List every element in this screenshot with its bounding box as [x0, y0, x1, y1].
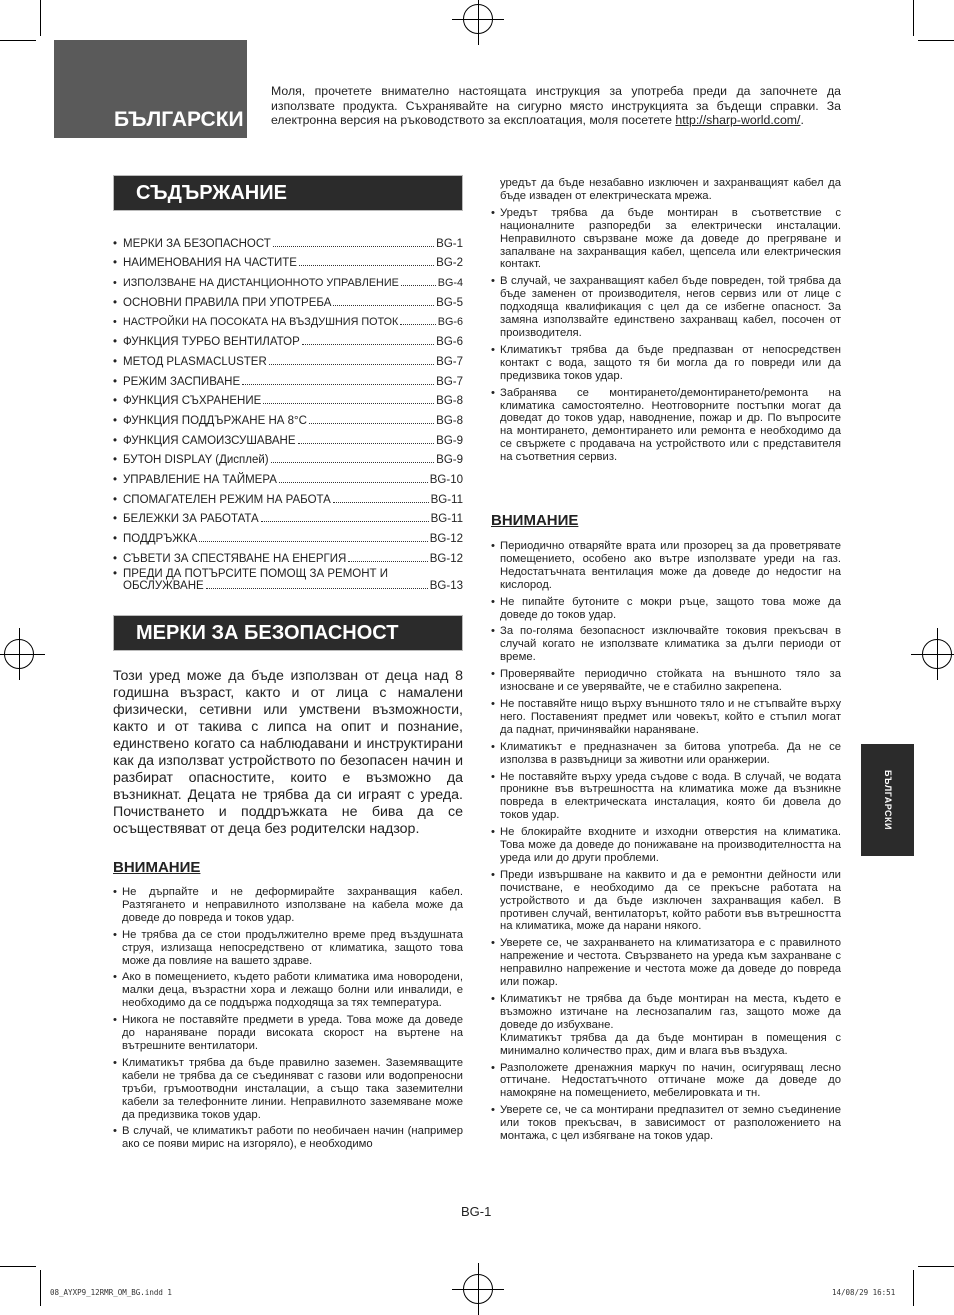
toc-item[interactable]: • ФУНКЦИЯ ПОДДЪРЖАНЕ НА 8°C BG-8	[113, 414, 463, 427]
list-item: • Климатикът трябва да бъде правилно заземен. Заземяващите кабели не трябва да се съединяват с газови или водопреносни тръби, гръмоотводни инсталации, а също така заземителни кабели за телефонните линии. Неправилното заземяване може да предизвика токов удар.	[113, 1057, 463, 1122]
toc-item[interactable]: • ФУНКЦИЯ САМОИЗСУШАВАНЕ BG-9	[113, 434, 463, 447]
toc-item[interactable]: • РЕЖИМ ЗАСПИВАНЕ BG-7	[113, 375, 463, 388]
list-item: • Не дърпайте и не деформирайте захранващия кабел. Разтягането и неправилното използване на кабела може да доведе до повреда и токов удар.	[113, 886, 463, 925]
list-item: • Климатикът трябва да бъде предпазван от непосредствен контакт с вода, защото тя би могла да го повреди или да предизвика токов удар.	[491, 344, 841, 383]
crop-mark	[40, 0, 41, 36]
intro-end: .	[800, 113, 804, 128]
registration-mark	[463, 1274, 493, 1304]
list-item: уредът да бъде незабавно изключен и захранващият кабел да бъде изваден от електрическата мрежа.	[500, 177, 841, 202]
registration-mark	[922, 639, 952, 669]
registration-mark	[463, 4, 493, 34]
toc-item[interactable]: • УПРАВЛЕНИЕ НА ТАЙМЕРА BG-10	[113, 473, 463, 486]
list-item: • Не пипайте бутоните с мокри ръце, защото това може да доведе до токов удар.	[491, 596, 841, 622]
language-title: БЪЛГАРСКИ	[114, 108, 244, 131]
list-item: • Никога не поставяйте предмети в уреда. Това може да доведе до нараняване поради високата скорост на въртене на вътрешните вентилатори.	[113, 1014, 463, 1053]
safety-heading: МЕРКИ ЗА БЕЗОПАСНОСТ	[113, 615, 463, 651]
side-tab-label: БЪЛГАРСКИ	[882, 769, 893, 831]
toc-item[interactable]: • ПРЕДИ ДА ПОТЪРСИТЕ ПОМОЩ ЗА РЕМОНТ И ОБСЛУЖВАНЕ BG-13	[113, 567, 463, 592]
list-item: • За по-голяма безопасност изключвайте токовия прекъсвач в случай когато не използвате климатика за дълги периоди от време.	[491, 625, 841, 664]
list-item: Климатикът трябва да да бъде монтиран в помещения с минимално количество прах, дим и влага във въздуха.	[500, 1031, 841, 1057]
list-item: • Уверете се, че захранването на климатизатора е с правилното напрежение и честота. Свързването на уреда към захранване с неправилно напрежение и честота може да доведе до повреда или пожар.	[491, 937, 841, 989]
page-number: BG-1	[461, 1204, 492, 1219]
caution-heading: ВНИМАНИЕ	[491, 512, 579, 529]
crop-mark	[0, 40, 36, 41]
toc-item[interactable]: • БЕЛЕЖКИ ЗА РАБОТАТА BG-11	[113, 513, 463, 526]
toc-item[interactable]: • СПОМАГАТЕЛЕН РЕЖИМ НА РАБОТА BG-11	[113, 493, 463, 506]
toc-item[interactable]: • НАИМЕНОВАНИЯ НА ЧАСТИТЕ BG-2	[113, 257, 463, 270]
toc-item[interactable]: • ИЗПОЛЗВАНЕ НА ДИСТАНЦИОННОТО УПРАВЛЕНИЕ BG-4	[113, 277, 463, 290]
warning-heading: ВНИМАНИЕ	[113, 859, 201, 876]
toc-item[interactable]: • ФУНКЦИЯ ТУРБО ВЕНТИЛАТОР BG-6	[113, 336, 463, 349]
list-item: • В случай, че климатикът работи по необичаен начин (например ако се появи мирис на изгоряло), е необходимо	[113, 1125, 463, 1151]
warning-list-left	[113, 886, 463, 1155]
sharp-world-link[interactable]: http://sharp-world.com/	[675, 113, 801, 128]
footer-date: 14/08/29 16:51	[832, 1288, 896, 1297]
registration-mark	[4, 639, 34, 669]
caution-list	[491, 540, 841, 1147]
crop-mark	[918, 40, 954, 41]
language-side-tab	[861, 744, 914, 856]
toc-item[interactable]: • НАСТРОЙКИ НА ПОСОКАТА НА ВЪЗДУШНИЯ ПОТОК BG-6	[113, 316, 463, 329]
intro-paragraph	[271, 84, 841, 128]
table-of-contents	[113, 230, 463, 592]
crop-mark	[913, 1270, 914, 1306]
list-item: • Климатикът не трябва да бъде монтиран на места, където е възможно изтичане на леснозапалим газ, защото може да доведе до избухване.	[491, 993, 841, 1032]
list-item: • Не трябва да се стои продължително време пред въздушната струя, излизаща непосредствено от климатика, защото това може да повлияе на вашето здраве.	[113, 929, 463, 968]
toc-item[interactable]: • БУТОН DISPLAY (Дисплей) BG-9	[113, 454, 463, 467]
list-item: • Разположете дренажния маркуч по начин, осигуряващ лесно оттичане. Недостатъчното оттичане може да доведе до намокряне на помещението, мебелировката и тн.	[491, 1062, 841, 1101]
toc-heading: СЪДЪРЖАНИЕ	[113, 175, 463, 211]
list-item: • Забранява се монтирането/демонтирането/ремонта на климатика самостоятелно. Неотговорните постъпки могат да доведат до токов удар, наводнение, пожар и др. По въпросите на монтирането, демонтирането или ремонта е необходимо да се свържете с продавача на устройството или с представителя на съответния сервиз.	[491, 387, 841, 464]
toc-item[interactable]: • МЕТОД PLASMACLUSTER BG-7	[113, 355, 463, 368]
toc-item[interactable]: • ОСНОВНИ ПРАВИЛА ПРИ УПОТРЕБА BG-5	[113, 296, 463, 309]
intro-text: Моля, прочетете внимателно настоящата инструкция за употреба преди да започнете да използвате продукта. Съхранявайте на сигурно място инструкцията за бъдещи справки. За електронна версия на ръководството за експлоатация, моля посетете	[271, 84, 841, 128]
list-item: • Уверете се, че са монтирани предпазител от земно съединение или токов прекъсвач, в зависимост от разположението на монтажа, с цел избягване на токов удар.	[491, 1104, 841, 1143]
list-item: • Уредът трябва да бъде монтиран в съответствие с националните разпоредби за електрически инсталации. Неправилното свързване може да доведе до прегряване и запалване на захранващия кабел, щепсела или електрическия контакт.	[491, 207, 841, 272]
safety-intro: Този уред може да бъде използван от деца над 8 годишна възраст, както и от лица с намалени физически, сетивни или умствени възможности, както и от такива с липса на опит и познание, единствено когато са наблюдавани и инструктирани как да използват устройството по безопасен начин и разбират опасностите, които е възможно да възникнат. Децата не трябва да си играят с уреда. Почистването и поддръжката не бива да се осъществяват от деца без родителски надзор.	[113, 668, 463, 837]
list-item: • Не блокирайте входните и изходни отверстия на климатика. Това може да доведе до понижаване на производителността на уреда или до други проблеми.	[491, 826, 841, 865]
crop-mark	[913, 0, 914, 36]
list-item: • Климатикът е предназначен за битова употреба. Да не се използва в развъдници за животни или оранжерии.	[491, 741, 841, 767]
crop-mark	[918, 1266, 954, 1267]
crop-mark	[0, 1266, 36, 1267]
list-item: • Периодично отваряйте врата или прозорец за да проветрявате помещението, особено ако вътре използвате уреди на газ. Недостатъчната вентилация може да доведе до недостиг на кислород.	[491, 540, 841, 592]
warning-list-right	[491, 177, 841, 468]
toc-item[interactable]: • МЕРКИ ЗА БЕЗОПАСНОСТ BG-1	[113, 237, 463, 250]
list-item: • Не поставяйте върху уреда съдове с вода. В случай, че водата проникне във вътрешността на климатика може да възникне повреда в електрическата инсталация, която би довела до токов удар.	[491, 771, 841, 823]
list-item: • В случай, че захранващият кабел бъде повреден, той трябва да бъде заменен от производителя, негов сервиз или от лице с подходяща квалификация с цел да се избегне опасност. За замяна използвайте единствено захранващ кабел, посочен от производителя.	[491, 275, 841, 340]
list-item: • Проверявайте периодично стойката на външното тяло за износване и се уверявайте, че е стабилно закрепена.	[491, 668, 841, 694]
list-item: • Не поставяйте нищо върху външното тяло и не стъпвайте върху него. Поставеният предмет или човекът, който е стъпил могат да паднат, причинявайки нараняване.	[491, 698, 841, 737]
toc-item[interactable]: • ПОДДРЪЖКА BG-12	[113, 533, 463, 545]
toc-item[interactable]: • СЪВЕТИ ЗА СПЕСТЯВАНЕ НА ЕНЕРГИЯ BG-12	[113, 552, 463, 565]
footer-file: 08_AYXP9_12RMR_OM_BG.indd 1	[50, 1288, 172, 1297]
list-item: • Преди извършване на каквито и да е ремонтни дейности или почистване, е необходимо да се прекъсне работата на устройството и да бъде изключен захранващия кабел. В противен случай, вентилаторът, който работи във вътрешността на климатика, може да нарани някого.	[491, 869, 841, 934]
language-block	[54, 40, 247, 138]
crop-mark	[40, 1270, 41, 1306]
list-item: • Ако в помещението, където работи климатика има новородени, малки деца, възрастни хора и лежащо болни или инвалиди, е необходимо да се поддържа подходяща за тях температура.	[113, 971, 463, 1010]
toc-item[interactable]: • ФУНКЦИЯ СЪХРАНЕНИЕ BG-8	[113, 395, 463, 408]
